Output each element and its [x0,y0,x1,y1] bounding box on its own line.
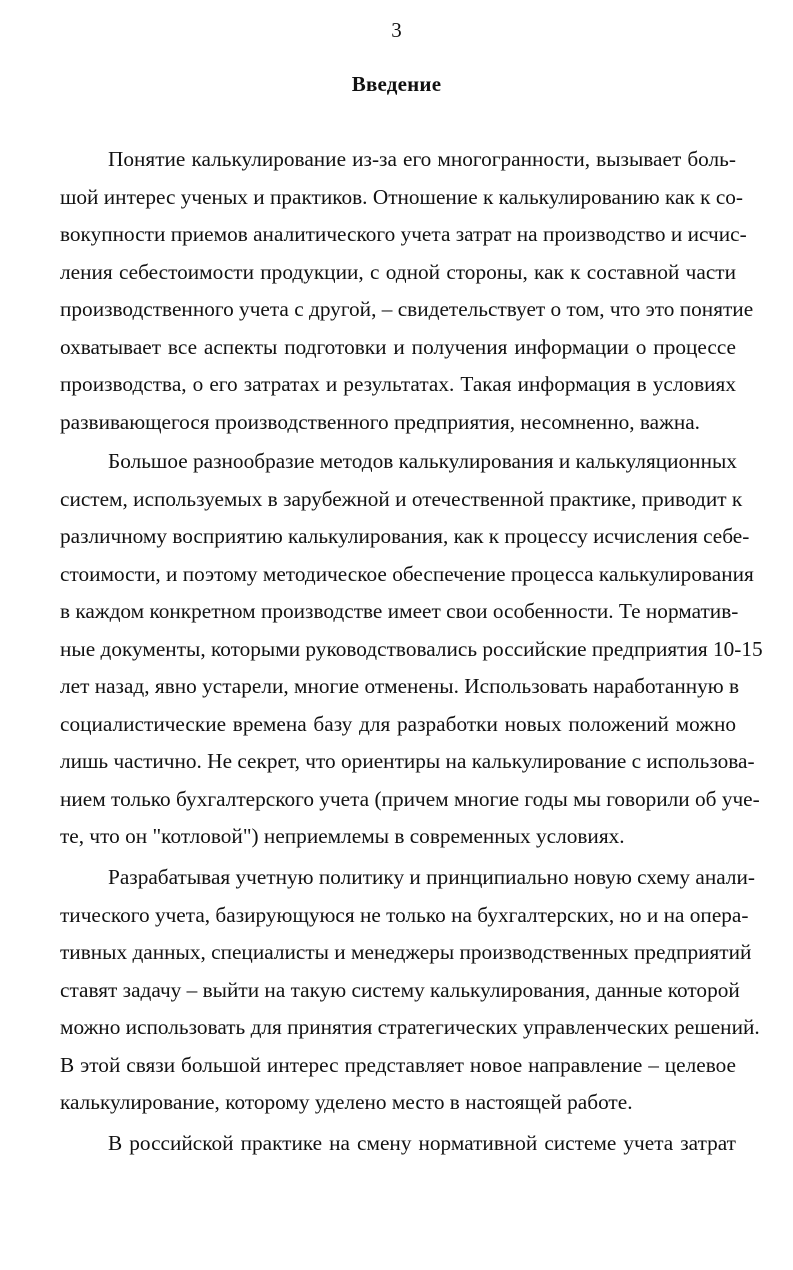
page-heading: Введение [351,72,442,96]
text-line: социалистические времена базу для разработки новых положений можно [60,711,736,736]
text-line: вокупности приемов аналитического учета затрат на производство и исчис- [60,222,747,246]
text-line: Разрабатывая учетную политику и принципиально новую схему анали- [108,865,755,889]
text-line: лет назад, явно устарели, многие отменены. Использовать наработанную в [60,674,740,698]
text-line: производственного учета с другой, – свидетельствует о том, что это понятие [60,297,754,321]
text-line: В российской практике на смену нормативной системе учета затрат [108,1131,736,1155]
text-line: различному восприятию калькулирования, как к процессу исчисления себе- [60,524,750,548]
text-line: развивающегося производственного предприятия, несомненно, важна. [60,409,701,434]
text-line: нием только бухгалтерского учета (причем многие годы мы говорили об уче- [60,786,760,811]
text-line: тического учета, базирующуюся не только на бухгалтерских, но и на опера- [60,902,749,927]
text-line: Большое разнообразие методов калькулирования и калькуляционных [108,449,737,473]
text-line: ления себестоимости продукции, с одной стороны, как к составной части [60,259,736,284]
text-line: производства, о его затратах и результатах. Такая информация в условиях [60,372,736,396]
text-line: можно использовать для принятия стратегических управленческих решений. [60,1015,760,1039]
text-line: В этой связи большой интерес представляет новое направление – целевое [60,1052,736,1077]
text-line: охватывает все аспекты подготовки и получения информации о процессе [60,334,736,359]
text-line: калькулирование, которому уделено место в настоящей работе. [60,1090,633,1114]
text-line: ставят задачу – выйти на такую систему калькулирования, данные которой [60,977,740,1002]
page-number: 3 [391,18,402,42]
text-line: систем, используемых в зарубежной и отечественной практике, приводит к [60,486,743,511]
text-line: Понятие калькулирование из-за его многогранности, вызывает боль- [108,147,736,171]
text-line: лишь частично. Не секрет, что ориентиры на калькулирование с использова- [60,749,755,773]
text-line: тивных данных, специалисты и менеджеры производственных предприятий [60,940,752,964]
text-line: стоимости, и поэтому методическое обеспечение процесса калькулирования [60,561,754,586]
text-line: в каждом конкретном производстве имеет свои особенности. Те норматив- [60,599,739,623]
text-line: шой интерес ученых и практиков. Отношение к калькулированию как к со- [60,184,744,209]
text-line: ные документы, которыми руководствовались российские предприятия 10-15 [60,636,763,661]
text-line: те, что он "котловой") неприемлемы в современных условиях. [60,824,625,848]
